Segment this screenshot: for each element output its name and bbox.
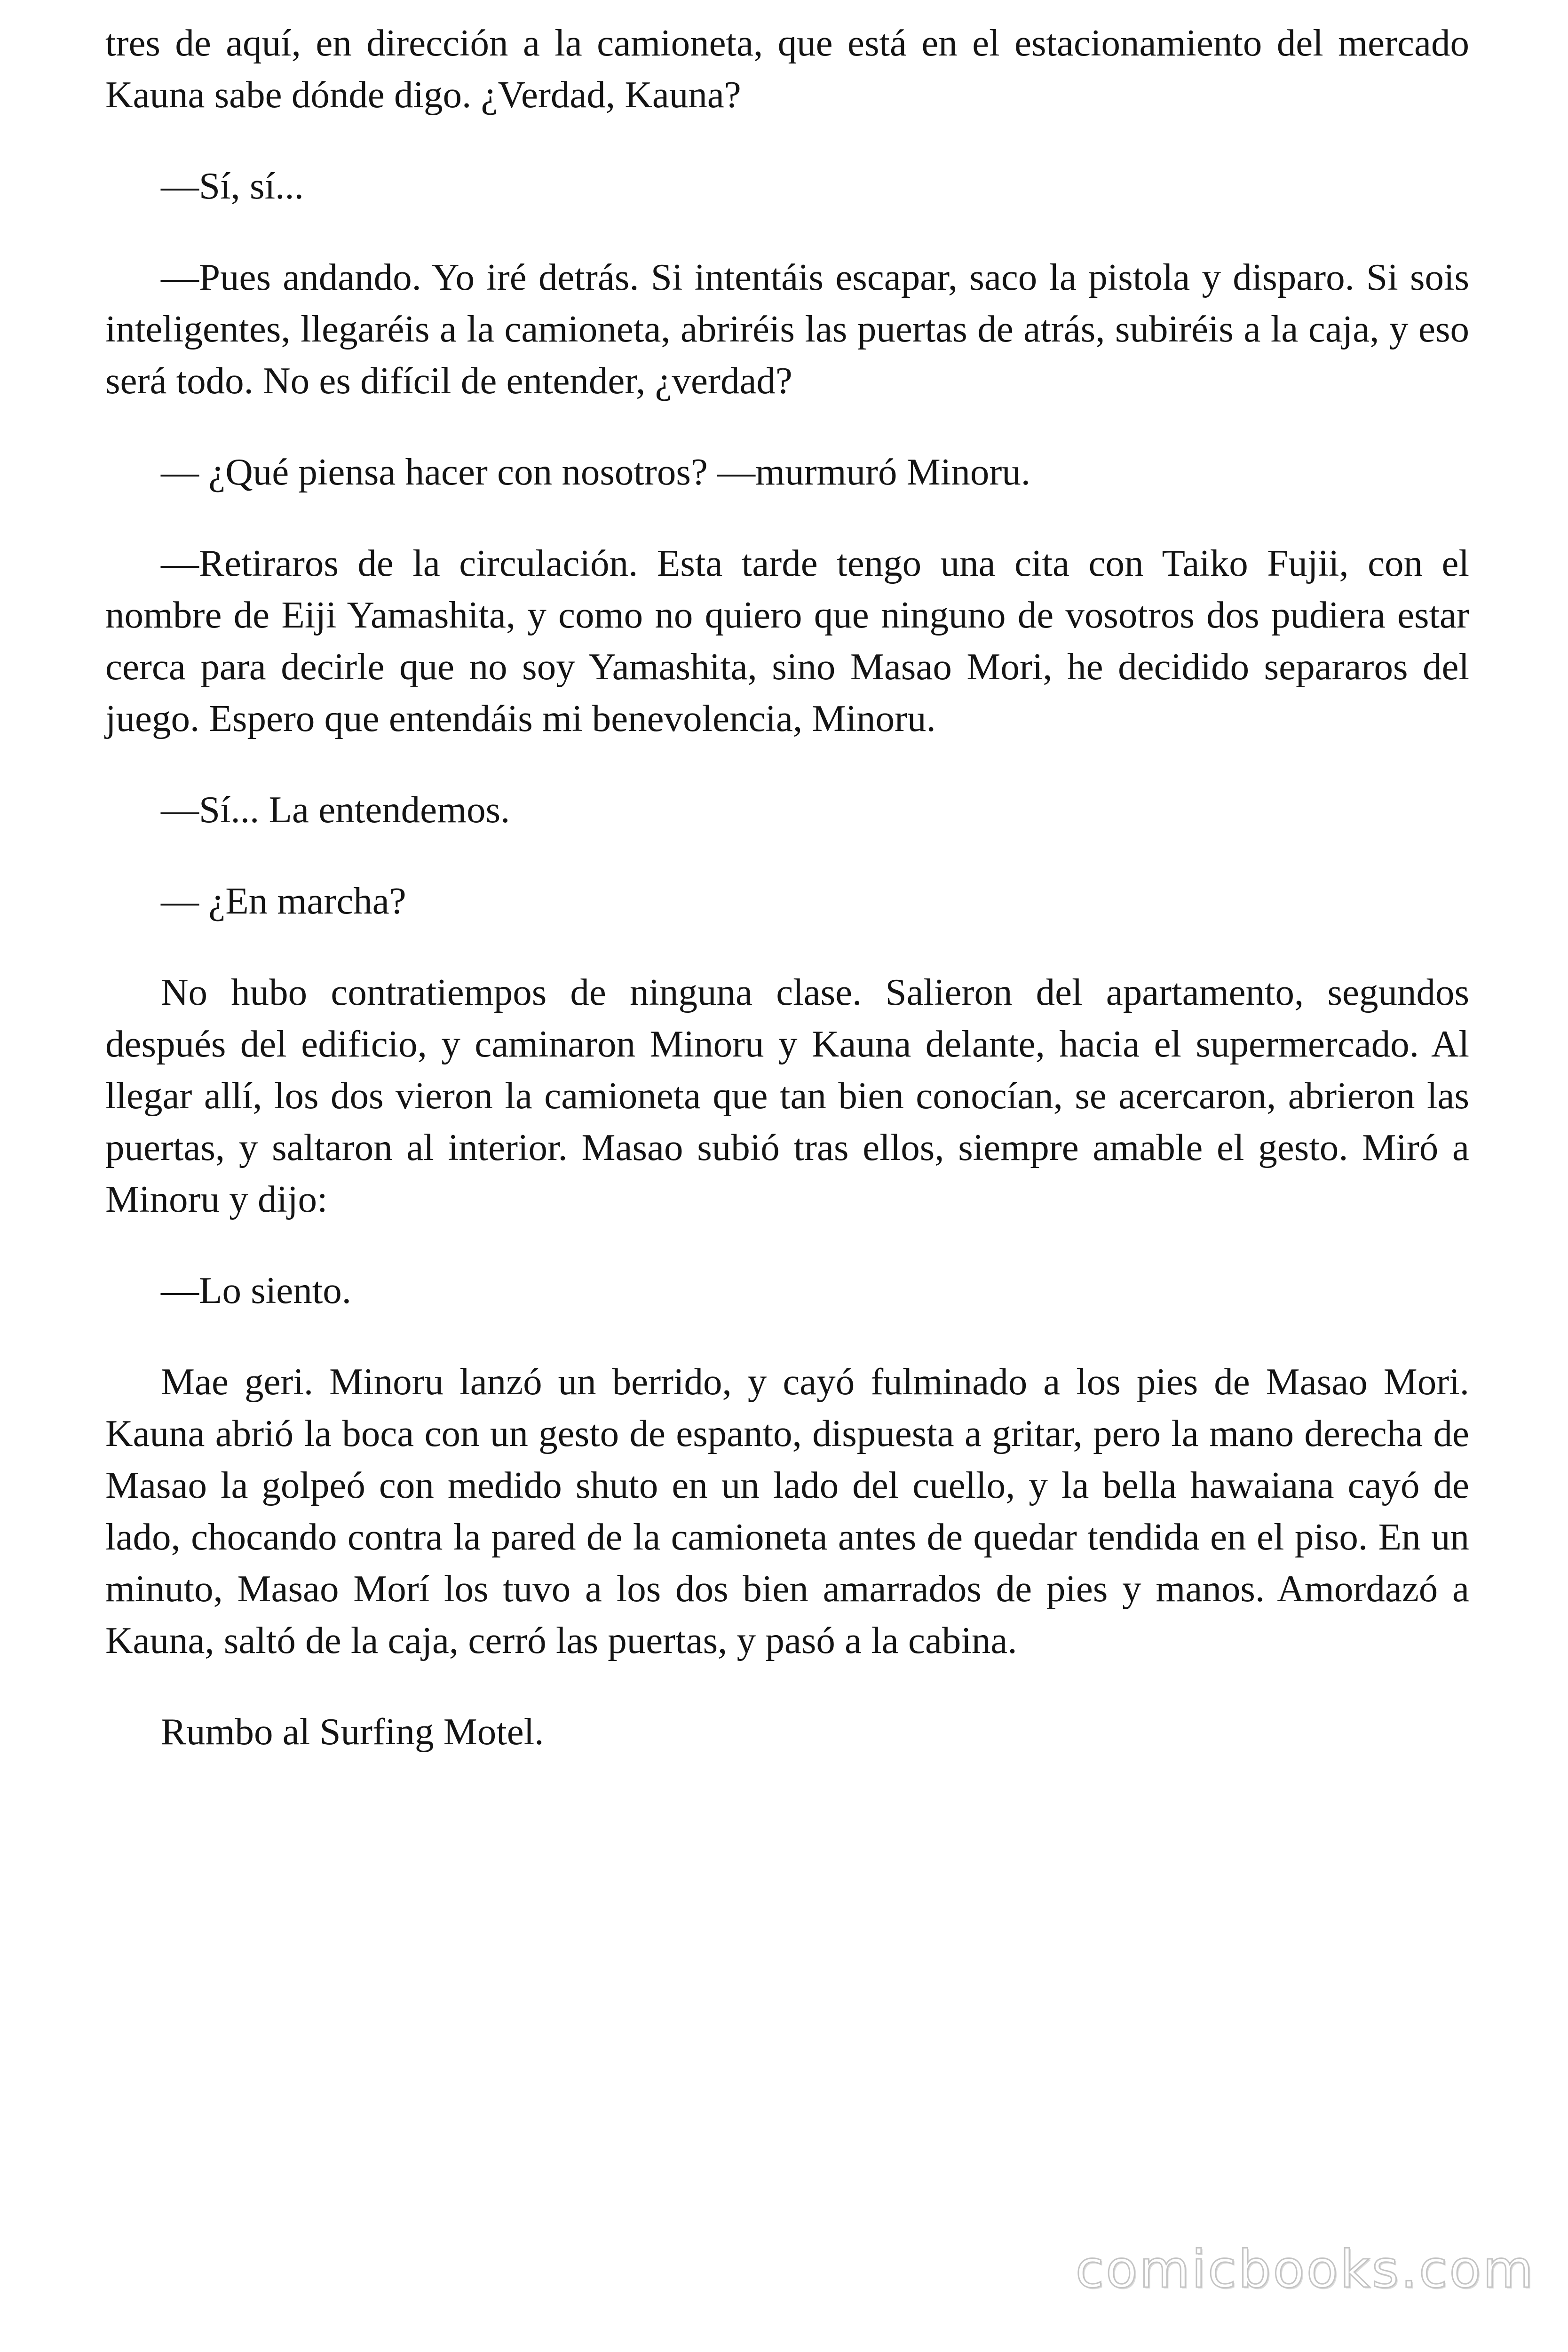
paragraph: —Lo siento. <box>161 1269 351 1311</box>
page-body <box>105 17 1469 1757</box>
paragraph: No hubo contratiempos de ninguna clase. Salieron del apartamento, segundos después del edificio, y caminaron Minoru y Kauna delante, hacia el supermercado. Al llegar allí, los dos vieron la camioneta que tan bien conocían, se acercaron, abrieron las puertas, y saltaron al interior. Masao subió tras ellos, siempre amable el gesto. Miró a Minoru y dijo: <box>105 971 1469 1220</box>
paragraph: —Sí, sí... <box>161 165 304 207</box>
paragraph: —Pues andando. Yo iré detrás. Si intentáis escapar, saco la pistola y disparo. Si sois inteligentes, llegaréis a la camioneta, abriréis las puertas de atrás, subiréis a la caja, y eso será todo. No es difícil de entender, ¿verdad? <box>105 256 1469 402</box>
paragraph: —Sí... La entendemos. <box>161 788 510 831</box>
paragraph: — ¿En marcha? <box>161 880 406 922</box>
paragraph: tres de aquí, en dirección a la camioneta, que está en el estacionamiento del mercado Kauna sabe dónde digo. ¿Verdad, Kauna? <box>105 22 1469 116</box>
paragraph: —Retiraros de la circulación. Esta tarde tengo una cita con Taiko Fujii, con el nombre de Eiji Yamashita, y como no quiero que ninguno de vosotros dos pudiera estar cerca para decirle que no soy Yamashita, sino Masao Mori, he decidido separaros del juego. Espero que entendáis mi benevolencia, Minoru. <box>105 542 1469 739</box>
paragraph: Mae geri. Minoru lanzó un berrido, y cayó fulminado a los pies de Masao Mori. Kauna abrió la boca con un gesto de espanto, dispuesta a gritar, pero la mano derecha de Masao la golpeó con medido shuto en un lado del cuello, y la bella hawaiana cayó de lado, chocando contra la pared de la camioneta antes de quedar tendida en el piso. En un minuto, Masao Morí los tuvo a los dos bien amarrados de pies y manos. Amordazó a Kauna, saltó de la caja, cerró las puertas, y pasó a la cabina. <box>105 1360 1469 1661</box>
paragraph: — ¿Qué piensa hacer con nosotros? —murmuró Minoru. <box>161 451 1031 493</box>
watermark: comicbooks.com <box>1075 2239 1535 2299</box>
paragraph: Rumbo al Surfing Motel. <box>161 1710 544 1753</box>
